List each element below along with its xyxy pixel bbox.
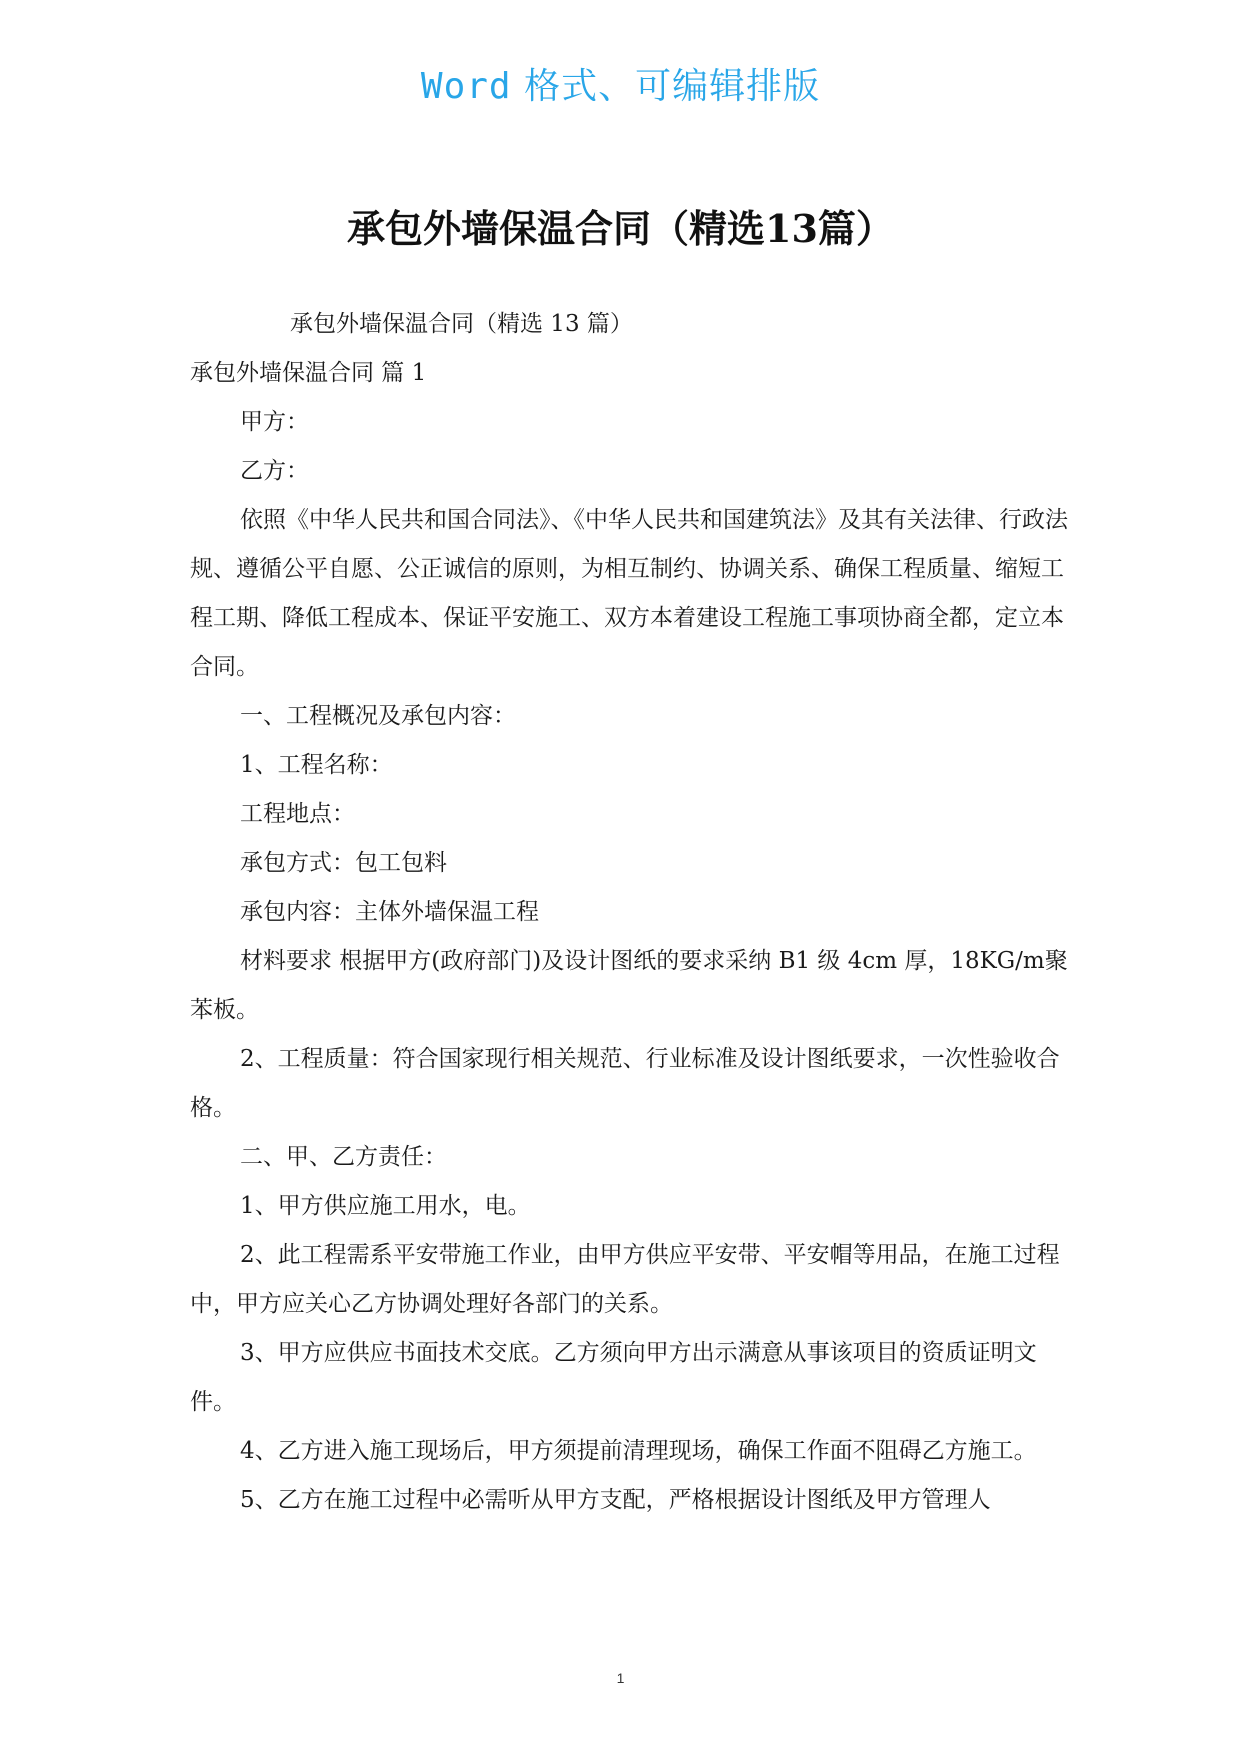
paragraph: 一、工程概况及承包内容：: [240, 703, 516, 729]
paragraph: 工程地点：: [240, 801, 355, 827]
paragraph: 承包内容：主体外墙保温工程: [240, 899, 539, 925]
paragraph: 2、工程质量：符合国家现行相关规范、行业标准及设计图纸要求，一次性验收合格。: [190, 1046, 1060, 1121]
paragraph: 承包外墙保温合同 篇 1: [190, 360, 427, 386]
page-number: 1: [616, 1670, 625, 1686]
paragraph: 材料要求 根据甲方(政府部门)及设计图纸的要求采纳 B1 级 4cm 厚，18KG/m聚苯板。: [190, 948, 1068, 1023]
header-cjk: 格式、可编辑排版: [524, 66, 821, 107]
paragraph: 1、工程名称：: [240, 752, 393, 778]
paragraph: 乙方：: [240, 458, 309, 484]
paragraph: 依照《中华人民共和国合同法》、《中华人民共和国建筑法》及其有关法律、行政法规、遵循公平自愿、公正诚信的原则，为相互制约、协调关系、确保工程质量、缩短工程工期、降低工程成本、保证平安施工、双方本着建设工程施工事项协商全都，定立本合同。: [190, 507, 1068, 680]
paragraph: 承包方式：包工包料: [240, 850, 447, 876]
paragraph: 1、甲方供应施工用水，电。: [240, 1193, 531, 1219]
paragraph: 二、甲、乙方责任：: [240, 1144, 447, 1170]
paragraph: 4、乙方进入施工现场后，甲方须提前清理现场，确保工作面不阻碍乙方施工。: [240, 1438, 1037, 1464]
header-latin: Word: [420, 66, 512, 107]
paragraph: 3、甲方应供应书面技术交底。乙方须向甲方出示满意从事该项目的资质证明文件。: [190, 1340, 1037, 1415]
paragraph: 2、此工程需系平安带施工作业，由甲方供应平安带、平安帽等用品，在施工过程中，甲方应关心乙方协调处理好各部门的关系。: [190, 1242, 1060, 1317]
document-title: 承包外墙保温合同（精选13篇）: [347, 206, 894, 251]
paragraph: 甲方：: [240, 409, 309, 435]
paragraph: 5、乙方在施工过程中必需听从甲方支配，严格根据设计图纸及甲方管理人: [240, 1487, 991, 1513]
paragraph: 承包外墙保温合同（精选 13 篇）: [290, 311, 633, 337]
document-body: [190, 300, 1070, 1525]
watermark-header: [0, 58, 1241, 109]
